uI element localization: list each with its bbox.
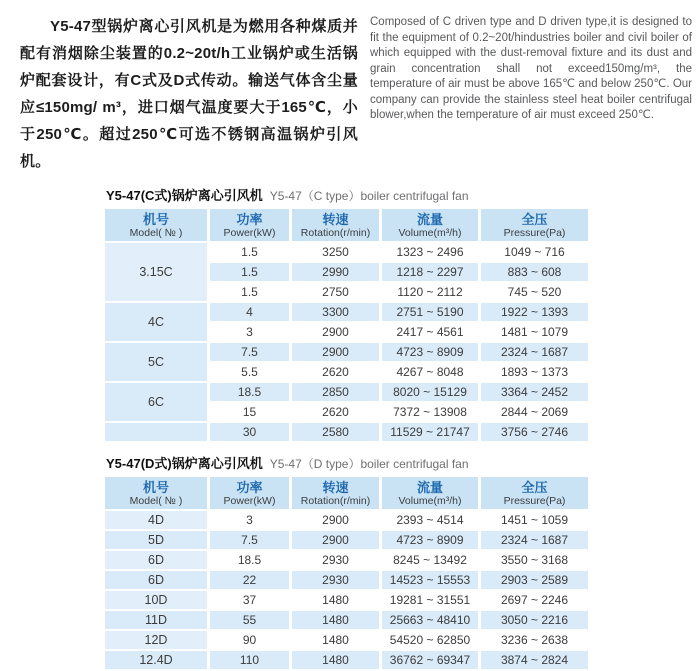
column-header-label-en: Model( № ) [129,227,183,239]
value-cell: 3364 ~ 2452 [481,383,588,401]
table-row [105,631,588,649]
column-header [382,209,478,241]
intro-section [0,0,700,175]
value-cell: 8020 ~ 15129 [382,383,478,401]
model-cell: 4D [105,511,207,529]
value-cell: 2930 [292,551,379,569]
model-cell [105,423,207,441]
c-type-table-title [106,185,600,205]
table-row [105,591,588,609]
header-row [105,477,588,509]
model-cell: 3.15C [105,243,207,301]
column-header-label-zh: 功率 [236,480,263,495]
table-row [105,343,588,361]
column-header-label-zh: 机号 [142,212,169,227]
value-cell: 5.5 [210,363,289,381]
table-row [105,423,588,441]
column-header-label-zh: 全压 [521,212,548,227]
value-cell: 14523 ~ 15553 [382,571,478,589]
value-cell: 36762 ~ 69347 [382,651,478,669]
table-row [105,531,588,549]
value-cell: 1120 ~ 2112 [382,283,478,301]
column-header-label-zh: 机号 [142,480,169,495]
table-row [105,511,588,529]
value-cell: 2900 [292,511,379,529]
value-cell: 1.5 [210,243,289,261]
model-cell: 5C [105,343,207,381]
value-cell: 1893 ~ 1373 [481,363,588,381]
value-cell: 7372 ~ 13908 [382,403,478,421]
value-cell: 30 [210,423,289,441]
column-header-label-zh: 转速 [322,480,349,495]
value-cell: 2324 ~ 1687 [481,343,588,361]
column-header [210,209,289,241]
value-cell: 3236 ~ 2638 [481,631,588,649]
model-cell: 4C [105,303,207,341]
value-cell: 3250 [292,243,379,261]
value-cell: 7.5 [210,531,289,549]
value-cell: 883 ~ 608 [481,263,588,281]
column-header [481,209,588,241]
c-type-title-chinese: Y5-47(C式)锅炉离心引风机 [106,188,263,203]
value-cell: 2620 [292,363,379,381]
value-cell: 18.5 [210,383,289,401]
column-header-label-en: Rotation(r/min) [300,227,371,239]
column-header-label-en: Rotation(r/min) [300,495,371,507]
table-row [105,551,588,569]
c-type-title-english: Y5-47（C type）boiler centrifugal fan [269,189,469,203]
value-cell: 1480 [292,631,379,649]
value-cell: 1480 [292,651,379,669]
value-cell: 4 [210,303,289,321]
spec-tables-section [105,185,600,671]
c-type-spec-table [102,207,591,443]
value-cell: 3550 ~ 3168 [481,551,588,569]
column-header-label-zh: 流量 [416,212,443,227]
value-cell: 18.5 [210,551,289,569]
value-cell: 1.5 [210,283,289,301]
intro-paragraph-chinese: Y5-47型锅炉离心引风机是为燃用各种煤质并配有消烟除尘装置的0.2~20t/h工业锅炉或生活锅炉配套设计，有C式及D式传动。输送气体含尘量应≤150mg/ m³，进口烟气温度要大于165℃，小于250℃。超过250℃可选不锈钢高温锅炉引风机。 [20,18,358,170]
value-cell: 7.5 [210,343,289,361]
value-cell: 2900 [292,323,379,341]
column-header-label-en: Model( № ) [129,495,183,507]
value-cell: 25663 ~ 48410 [382,611,478,629]
intro-paragraph-english: Composed of C driven type and D driven type,it is designed to fit the equipment of 0.2~20t/hindustries boiler and civil boiler of which equipped with the dust-removal fixture and its dust and grain concentration shall not exceed150mg/m³, the temperature of air must be above 165℃ and below 250℃. Our company can provide the stainless steel heat boiler centrifugal blower,when the temperature of air must exceed 250℃. [370,16,692,121]
value-cell: 2990 [292,263,379,281]
value-cell: 2850 [292,383,379,401]
column-header [292,477,379,509]
value-cell: 1481 ~ 1079 [481,323,588,341]
value-cell: 2844 ~ 2069 [481,403,588,421]
value-cell: 2930 [292,571,379,589]
column-header-label-en: Volume(m³/h) [398,495,462,507]
value-cell: 37 [210,591,289,609]
value-cell: 1922 ~ 1393 [481,303,588,321]
value-cell: 2751 ~ 5190 [382,303,478,321]
table-row [105,243,588,261]
value-cell: 110 [210,651,289,669]
column-header-label-en: Volume(m³/h) [398,227,462,239]
value-cell: 2620 [292,403,379,421]
model-cell: 6C [105,383,207,421]
column-header-label-zh: 功率 [236,212,263,227]
value-cell: 3 [210,323,289,341]
column-header [382,477,478,509]
table-row [105,383,588,401]
column-header [481,477,588,509]
value-cell: 2900 [292,343,379,361]
value-cell: 745 ~ 520 [481,283,588,301]
d-type-spec-table [102,475,591,671]
table-row [105,571,588,589]
value-cell: 1.5 [210,263,289,281]
value-cell: 55 [210,611,289,629]
column-header-label-en: Power(kW) [223,227,276,239]
value-cell: 15 [210,403,289,421]
model-cell: 5D [105,531,207,549]
value-cell: 2324 ~ 1687 [481,531,588,549]
table-row [105,651,588,669]
d-type-table-title [106,453,600,473]
column-header-label-en: Power(kW) [223,495,276,507]
model-cell: 11D [105,611,207,629]
value-cell: 54520 ~ 62850 [382,631,478,649]
model-cell: 12D [105,631,207,649]
value-cell: 1323 ~ 2496 [382,243,478,261]
value-cell: 3874 ~ 2824 [481,651,588,669]
value-cell: 2750 [292,283,379,301]
column-header-label-en: Pressure(Pa) [503,227,566,239]
value-cell: 19281 ~ 31551 [382,591,478,609]
column-header [105,209,207,241]
column-header-label-zh: 全压 [521,480,548,495]
value-cell: 8245 ~ 13492 [382,551,478,569]
value-cell: 1451 ~ 1059 [481,511,588,529]
value-cell: 1480 [292,611,379,629]
value-cell: 2580 [292,423,379,441]
column-header [105,477,207,509]
column-header [292,209,379,241]
d-type-title-chinese: Y5-47(D式)锅炉离心引风机 [106,456,263,471]
value-cell: 1480 [292,591,379,609]
header-row [105,209,588,241]
value-cell: 3 [210,511,289,529]
column-header [210,477,289,509]
column-header-label-zh: 转速 [322,212,349,227]
value-cell: 2393 ~ 4514 [382,511,478,529]
value-cell: 4267 ~ 8048 [382,363,478,381]
table-row [105,303,588,321]
table-row [105,611,588,629]
value-cell: 2900 [292,531,379,549]
model-cell: 12.4D [105,651,207,669]
value-cell: 1218 ~ 2297 [382,263,478,281]
value-cell: 4723 ~ 8909 [382,343,478,361]
model-cell: 6D [105,571,207,589]
column-header-label-zh: 流量 [416,480,443,495]
value-cell: 3050 ~ 2216 [481,611,588,629]
value-cell: 1049 ~ 716 [481,243,588,261]
model-cell: 10D [105,591,207,609]
value-cell: 4723 ~ 8909 [382,531,478,549]
value-cell: 22 [210,571,289,589]
column-header-label-en: Pressure(Pa) [503,495,566,507]
value-cell: 2903 ~ 2589 [481,571,588,589]
d-type-title-english: Y5-47（D type）boiler centrifugal fan [269,457,469,471]
value-cell: 11529 ~ 21747 [382,423,478,441]
value-cell: 2697 ~ 2246 [481,591,588,609]
value-cell: 90 [210,631,289,649]
value-cell: 2417 ~ 4561 [382,323,478,341]
value-cell: 3756 ~ 2746 [481,423,588,441]
value-cell: 3300 [292,303,379,321]
model-cell: 6D [105,551,207,569]
